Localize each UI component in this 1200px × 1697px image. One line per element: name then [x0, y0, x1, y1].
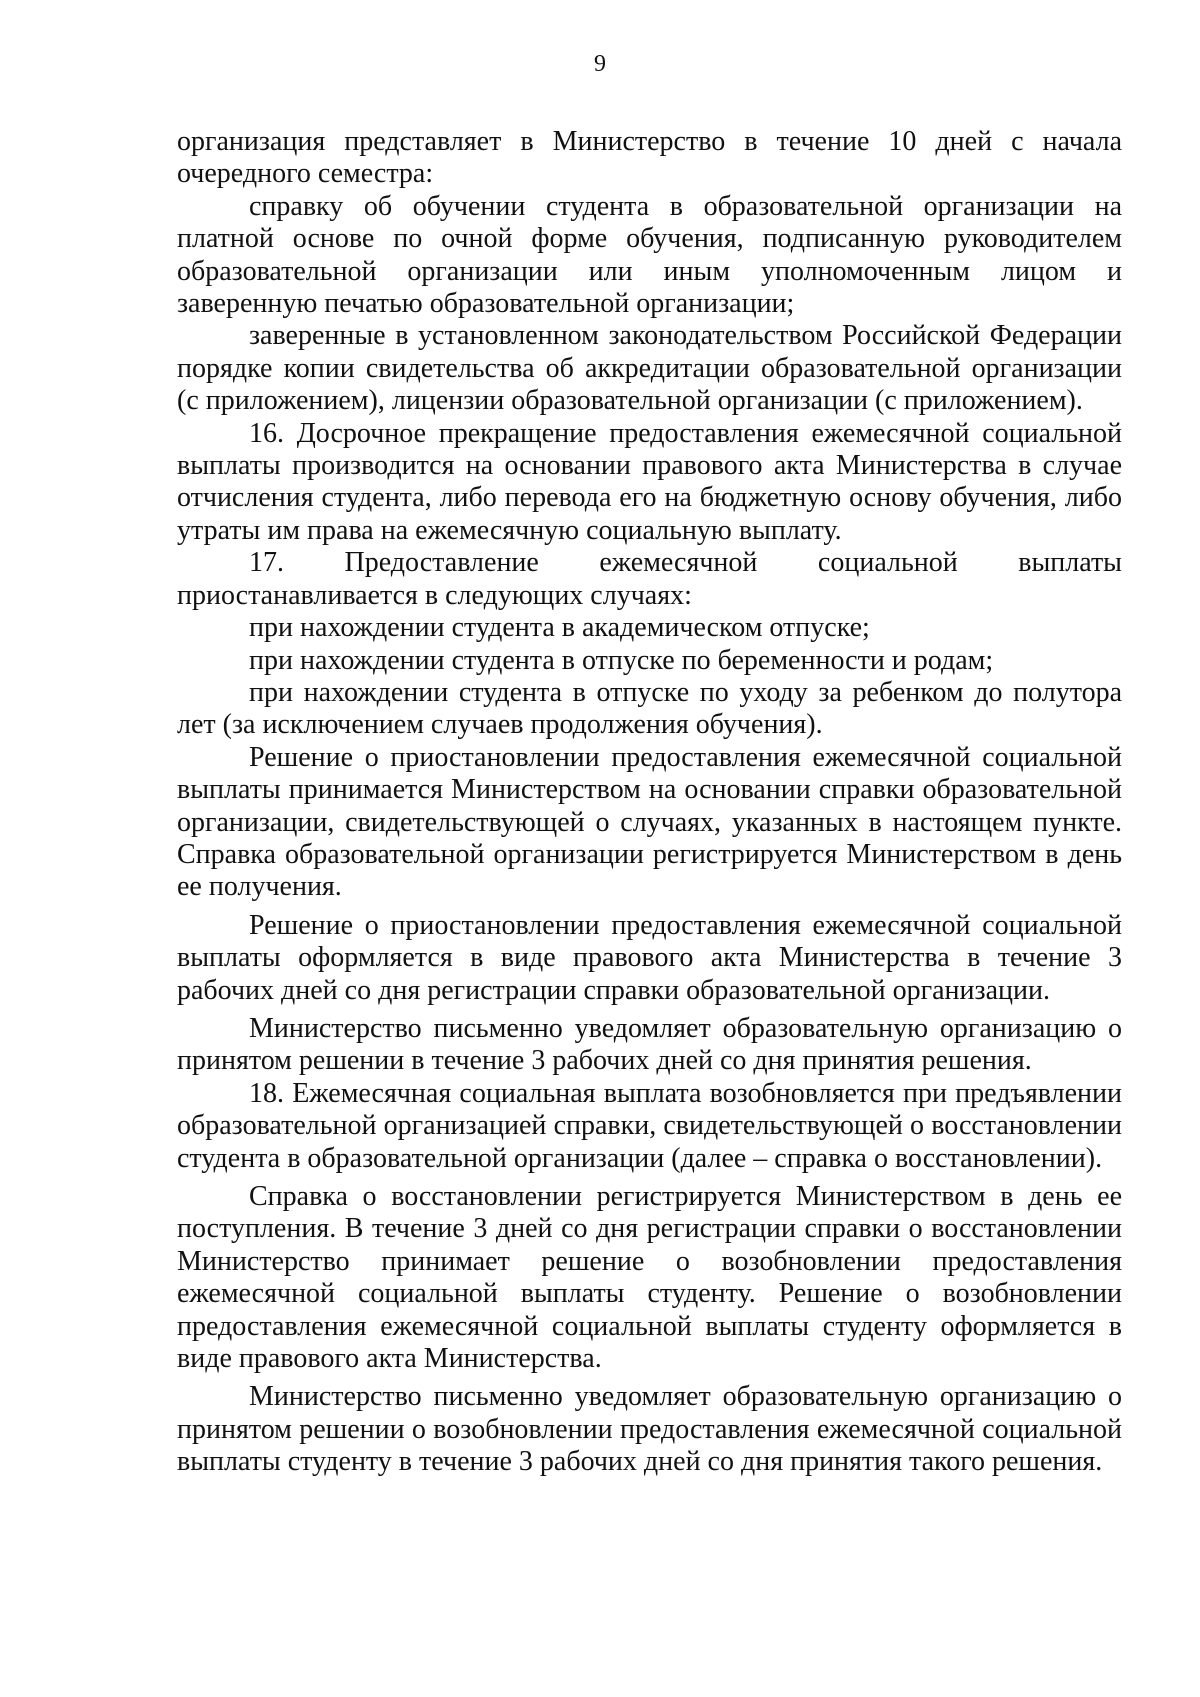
document-body	[177, 126, 1122, 1479]
page-number: 9	[594, 51, 606, 77]
paragraph: Решение о приостановлении предоставления ежемесячной социальной выплаты оформляется в виде правового акта Министерства в течение 3 рабочих дней со дня регистрации справки образовательной организации.	[177, 909, 1122, 1006]
paragraph: Министерство письменно уведомляет образовательную организацию о принятом решении в течение 3 рабочих дней со дня принятия решения.	[177, 1012, 1122, 1077]
paragraph: заверенные в установленном законодательством Российской Федерации порядке копии свидетельства об аккредитации образовательной организации (с приложением), лицензии образовательной организации (с приложением).	[177, 320, 1122, 417]
paragraph: организация представляет в Министерство в течение 10 дней с начала очередного семестра:	[177, 126, 1122, 190]
paragraph: при нахождении студента в академическом отпуске;	[249, 612, 870, 644]
paragraph: 17. Предоставление ежемесячной социальной выплаты приостанавливается в следующих случаях:	[177, 547, 1122, 611]
paragraph: 18. Ежемесячная социальная выплата возобновляется при предъявлении образовательной организацией справки, свидетельствующей о восстановлении студента в образовательной организации (далее – справка о восстановлении).	[177, 1077, 1122, 1174]
paragraph: Министерство письменно уведомляет образовательную организацию о принятом решении о возобновлении предоставления ежемесячной социальной выплаты студенту в течение 3 рабочих дней со дня принятия такого решения.	[177, 1381, 1122, 1478]
paragraph: Решение о приостановлении предоставления ежемесячной социальной выплаты принимается Министерством на основании справки образовательной организации, свидетельствующей о случаях, указанных в настоящем пункте. Справка образовательной организации регистрируется Министерством в день ее получения.	[177, 741, 1122, 903]
paragraph: при нахождении студента в отпуске по беременности и родам;	[249, 644, 994, 676]
paragraph: Справка о восстановлении регистрируется Министерством в день ее поступления. В течение 3 дней со дня регистрации справки о восстановлении Министерство принимает решение о возобновлении предоставления ежемесячной социальной выплаты студенту. Решение о возобновлении предоставления ежемесячной социальной выплаты студенту оформляется в виде правового акта Министерства.	[177, 1181, 1122, 1375]
paragraph: 16. Досрочное прекращение предоставления ежемесячной социальной выплаты производится на основании правового акта Министерства в случае отчисления студента, либо перевода его на бюджетную основу обучения, либо утраты им права на ежемесячную социальную выплату.	[177, 417, 1122, 546]
paragraph: при нахождении студента в отпуске по уходу за ребенком до полутора лет (за исключением случаев продолжения обучения).	[177, 676, 1122, 741]
paragraph: справку об обучении студента в образовательной организации на платной основе по очной форме обучения, подписанную руководителем образовательной организации или иным уполномоченным лицом и заверенную печатью образовательной организации;	[177, 190, 1122, 320]
